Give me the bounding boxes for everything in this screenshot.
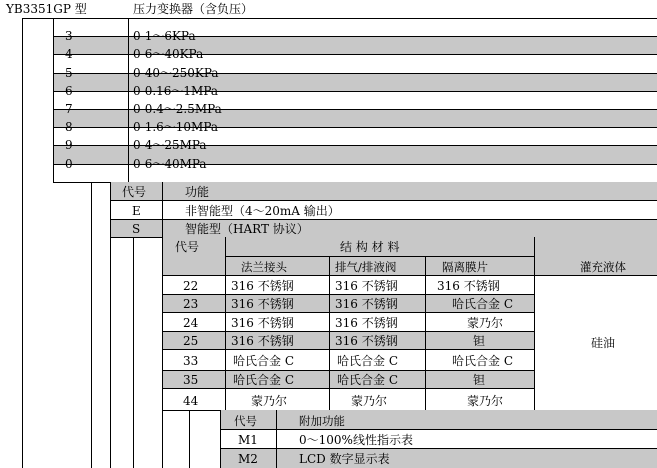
function-code: E [132,204,141,218]
diaphragm-material: 蒙乃尔 [467,394,504,408]
fill-liquid-value: 硅油 [591,336,616,350]
row-rule [162,370,534,371]
diaphragm-material: 哈氏合金 C [452,297,513,311]
range-value: 0-0.16～1MPa [133,84,219,98]
range-code: 5 [65,66,73,80]
diaphragm-material: 哈氏合金 C [452,354,513,368]
row-rule [162,275,657,276]
product-title: 压力变换器（含负压） [133,2,254,16]
col-flange-header: 法兰接头 [241,260,287,274]
function-desc: 智能型（HART 协议） [185,222,309,236]
range-code: 6 [65,84,73,98]
extra-col-divider [276,410,277,468]
col-vent-header: 排气/排液阀 [335,260,397,274]
row-rule [162,388,534,389]
material-code: 23 [183,297,199,311]
col-diaphragm-header: 隔离膜片 [442,260,488,274]
material-code: 44 [183,394,199,408]
leader-line [22,18,23,468]
row-rule [162,349,534,350]
vent-material: 哈氏合金 C [337,354,398,368]
material-left-border [162,237,163,468]
material-code: 35 [183,373,199,387]
range-col-divider [128,18,129,182]
row-rule [220,429,657,430]
function-code: S [132,222,141,236]
material-col-divider [329,256,330,410]
range-value: 0-0.4～2.5MPa [133,102,222,116]
material-code: 24 [183,316,199,330]
vent-material: 哈氏合金 C [337,373,398,387]
function-code-header: 代号 [122,185,147,199]
flange-material: 哈氏合金 C [233,373,294,387]
function-col-divider [162,182,163,237]
range-code: 4 [65,47,73,61]
material-code: 22 [183,279,199,293]
function-desc: 非智能型（4～20mA 输出） [185,204,340,218]
flange-material: 316 不锈钢 [231,279,294,293]
vent-material: 316 不锈钢 [335,279,398,293]
diaphragm-material: 316 不锈钢 [437,279,500,293]
range-value: 0-1～6KPa [133,29,196,43]
vent-material: 蒙乃尔 [351,394,388,408]
range-code: 7 [65,102,73,116]
extra-code: M1 [238,433,258,447]
flange-material: 哈氏合金 C [233,354,294,368]
vent-material: 316 不锈钢 [335,316,398,330]
range-code: 8 [65,120,73,134]
row-rule [110,200,657,201]
model-label: YB3351GP 型 [6,2,87,16]
leader-line [91,182,92,468]
range-value: 0-40～250KPa [133,66,219,80]
diaphragm-material: 钽 [473,373,486,387]
header-rule [22,18,657,19]
range-code: 0 [65,157,73,171]
material-col-divider [225,237,226,410]
row-rule [162,294,534,295]
flange-material: 蒙乃尔 [251,394,288,408]
col-fill-header: 灌充液体 [580,260,626,274]
row-rule [220,448,657,449]
group-header-rule [225,256,534,257]
row-rule [162,312,534,313]
flange-material: 316 不锈钢 [231,316,294,330]
extra-header-shade [220,410,657,429]
range-value: 0-1.6～10MPa [133,120,219,134]
range-value: 0-4～25MPa [133,138,207,152]
leader-line [189,410,190,468]
vent-material: 316 不锈钢 [335,334,398,348]
range-value: 0-6～40KPa [133,47,204,61]
extra-row-shade [220,448,657,468]
diaphragm-material: 蒙乃尔 [467,316,504,330]
range-code: 3 [65,29,73,43]
row-rule [162,331,534,332]
material-group-header: 结 构 材 料 [340,240,400,254]
range-code: 9 [65,138,73,152]
extra-code: M2 [238,452,258,466]
extra-desc: 0～100%线性指示表 [299,433,413,447]
material-code-header: 代号 [175,240,200,254]
extra-code-header: 代号 [234,414,257,428]
extra-desc-header: 附加功能 [299,414,345,428]
function-desc-header: 功能 [185,185,210,199]
material-code: 33 [183,354,199,368]
leader-line [110,182,111,468]
range-value: 0-6～40MPa [133,157,207,171]
flange-material: 316 不锈钢 [231,334,294,348]
flange-material: 316 不锈钢 [231,297,294,311]
material-code: 25 [183,334,199,348]
extra-desc: LCD 数字显示表 [299,452,390,466]
material-col-divider [534,237,535,410]
vent-material: 316 不锈钢 [335,297,398,311]
material-col-divider [425,256,426,410]
leader-line [133,237,134,468]
range-left-border [53,18,54,182]
row-rule [110,219,657,220]
diaphragm-material: 钽 [473,334,486,348]
extra-left-border [220,410,221,468]
